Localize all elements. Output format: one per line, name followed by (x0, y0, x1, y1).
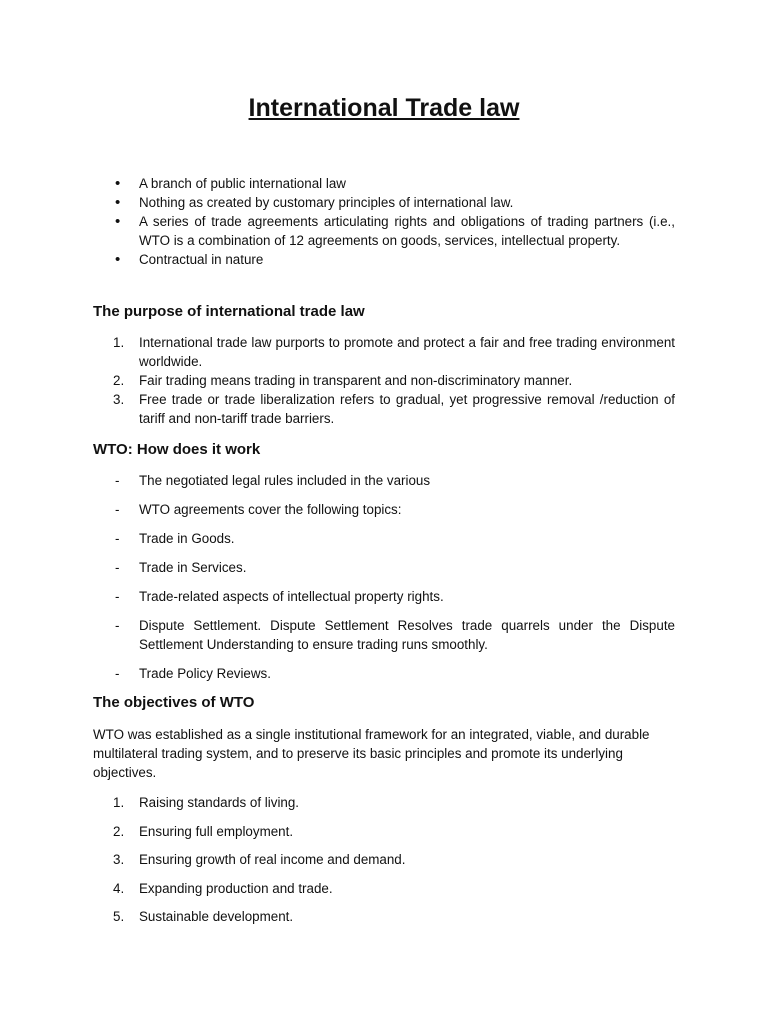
list-number: 3. (113, 392, 125, 407)
dash-marker: - (115, 589, 120, 604)
list-item (93, 587, 675, 606)
purpose-heading: The purpose of international trade law (93, 303, 365, 320)
intro-bullet-list (93, 174, 675, 269)
bullet-item: • Nothing as created by customary principles of international law. (93, 193, 675, 212)
list-item (93, 529, 675, 548)
list-item (93, 558, 675, 577)
list-item (93, 907, 675, 926)
list-item-text: Trade in Goods. (139, 531, 235, 546)
list-item-text: International trade law purports to promote and protect a fair and free trading environment worldwide. (139, 335, 675, 369)
list-item-text: WTO agreements cover the following topics: (139, 502, 402, 517)
list-item-text: Free trade or trade liberalization refers to gradual, yet progressive removal /reduction of tariff and non-tariff trade barriers. (139, 392, 675, 426)
list-item-text: Fair trading means trading in transparent and non-discriminatory manner. (139, 373, 573, 388)
list-item-text: Trade Policy Reviews. (139, 666, 271, 681)
list-number: 1. (113, 795, 125, 810)
dash-marker: - (115, 502, 120, 517)
list-item (93, 500, 675, 519)
document-title: International Trade law (248, 94, 520, 122)
objectives-paragraph: WTO was established as a single institutional framework for an integrated, viable, and durable multilateral trading system, and to preserve its basic principles and promote its underlying objectives. (93, 727, 650, 780)
list-item-text: Sustainable development. (139, 909, 294, 925)
list-item-text: Ensuring full employment. (139, 823, 294, 839)
list-item-text: The negotiated legal rules included in the various (139, 473, 431, 488)
list-item-text: Ensuring growth of real income and demand. (139, 852, 406, 868)
list-item-text: Expanding production and trade. (139, 880, 333, 896)
purpose-list (93, 333, 675, 428)
wto-work-heading: WTO: How does it work (93, 441, 261, 458)
list-item (93, 850, 675, 869)
list-number: 4. (113, 880, 125, 896)
bullet-item: • A series of trade agreements articulating rights and obligations of trading partners (i.e., WTO is a combination of 12 agreements on goods, services, intellectual property. (93, 212, 675, 250)
list-number: 3. (113, 852, 125, 868)
objectives-heading: The objectives of WTO (93, 694, 255, 711)
list-item (93, 879, 675, 898)
list-item (93, 616, 675, 654)
dash-marker: - (115, 560, 120, 575)
list-number: 2. (113, 823, 125, 839)
bullet-item: • A branch of public international law (93, 174, 675, 193)
list-number: 1. (113, 335, 125, 350)
list-item (93, 822, 675, 841)
list-item (93, 390, 675, 428)
dash-marker: - (115, 666, 120, 681)
bullet-item: • Contractual in nature (93, 250, 675, 269)
dash-marker: - (115, 531, 120, 546)
list-item (93, 471, 675, 490)
list-item-text: Raising standards of living. (139, 795, 300, 810)
objectives-list (93, 793, 675, 936)
list-item-text: Trade-related aspects of intellectual property rights. (139, 589, 444, 604)
wto-work-list (93, 471, 675, 693)
list-item-text: Trade in Services. (139, 560, 247, 575)
dash-marker: - (115, 473, 120, 488)
list-item (93, 333, 675, 371)
list-item-text: Dispute Settlement. Dispute Settlement Resolves trade quarrels under the Dispute Settlement Understanding to ensure trading runs smoothly. (139, 618, 675, 652)
list-item (93, 793, 675, 812)
dash-marker: - (115, 618, 120, 633)
list-item (93, 371, 675, 390)
list-number: 5. (113, 909, 125, 925)
list-number: 2. (113, 373, 125, 388)
list-item (93, 664, 675, 683)
